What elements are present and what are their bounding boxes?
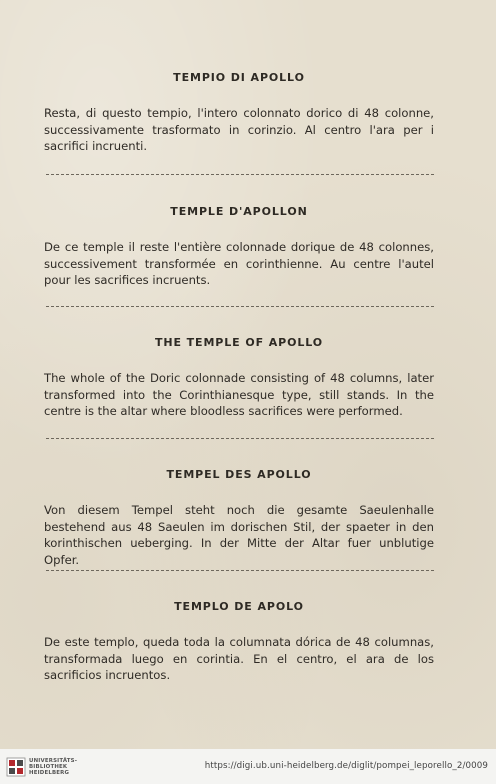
divider-rule (46, 438, 434, 439)
section-heading: TEMPLE D'APOLLON (170, 205, 308, 218)
section-text: The whole of the Doric colonnade consisting of 48 columns, later transformed into the Corinthianesque type, still stands. In the centre is the altar where bloodless sacrifices were performed. (44, 371, 434, 419)
section-italian (44, 70, 434, 155)
section-text: Von diesem Tempel steht noch die gesamte Saeulenhalle bestehend aus 48 Saeulen im dorischen Stil, der spaeter in den korinthischen ueberging. In der Mitte der Altar fuer unblutige Opfer. (44, 503, 434, 567)
library-name-line: HEIDELBERG (29, 770, 70, 776)
library-name (29, 758, 77, 776)
section-text: De este templo, queda toda la columnata dórica de 48 columnas, transformada luego en corintia. En el centro, el ara de los sacrificios incruentos. (44, 635, 434, 683)
section-heading: TEMPEL DES APOLLO (166, 468, 312, 481)
library-name-line: BIBLIOTHEK (29, 764, 68, 770)
section-text: De ce temple il reste l'entière colonnade dorique de 48 colonnes, successivement transformée en corinthienne. Au centre l'autel pour les sacrifices incruents. (44, 240, 434, 288)
section-english (44, 335, 434, 420)
section-heading: TEMPIO DI APOLLO (173, 71, 305, 84)
section-german (44, 467, 434, 568)
section-spanish (44, 599, 434, 684)
viewer-footer (0, 749, 496, 784)
divider-rule (46, 570, 434, 571)
divider-rule (46, 174, 434, 175)
divider-rule (46, 306, 434, 307)
permalink-url[interactable]: https://digi.ub.uni-heidelberg.de/diglit/pompei_leporello_2/0009 (204, 761, 488, 771)
section-text: Resta, di questo tempio, l'intero colonnato dorico di 48 colonne, successivamente trasformato in corinzio. Al centro l'ara per i sacrifici incruenti. (44, 106, 434, 154)
section-french (44, 204, 434, 289)
section-heading: TEMPLO DE APOLO (174, 600, 304, 613)
library-name-line: UNIVERSITÄTS- (29, 758, 78, 764)
university-library-logo-icon (6, 757, 26, 777)
section-heading: THE TEMPLE OF APOLLO (154, 336, 324, 349)
